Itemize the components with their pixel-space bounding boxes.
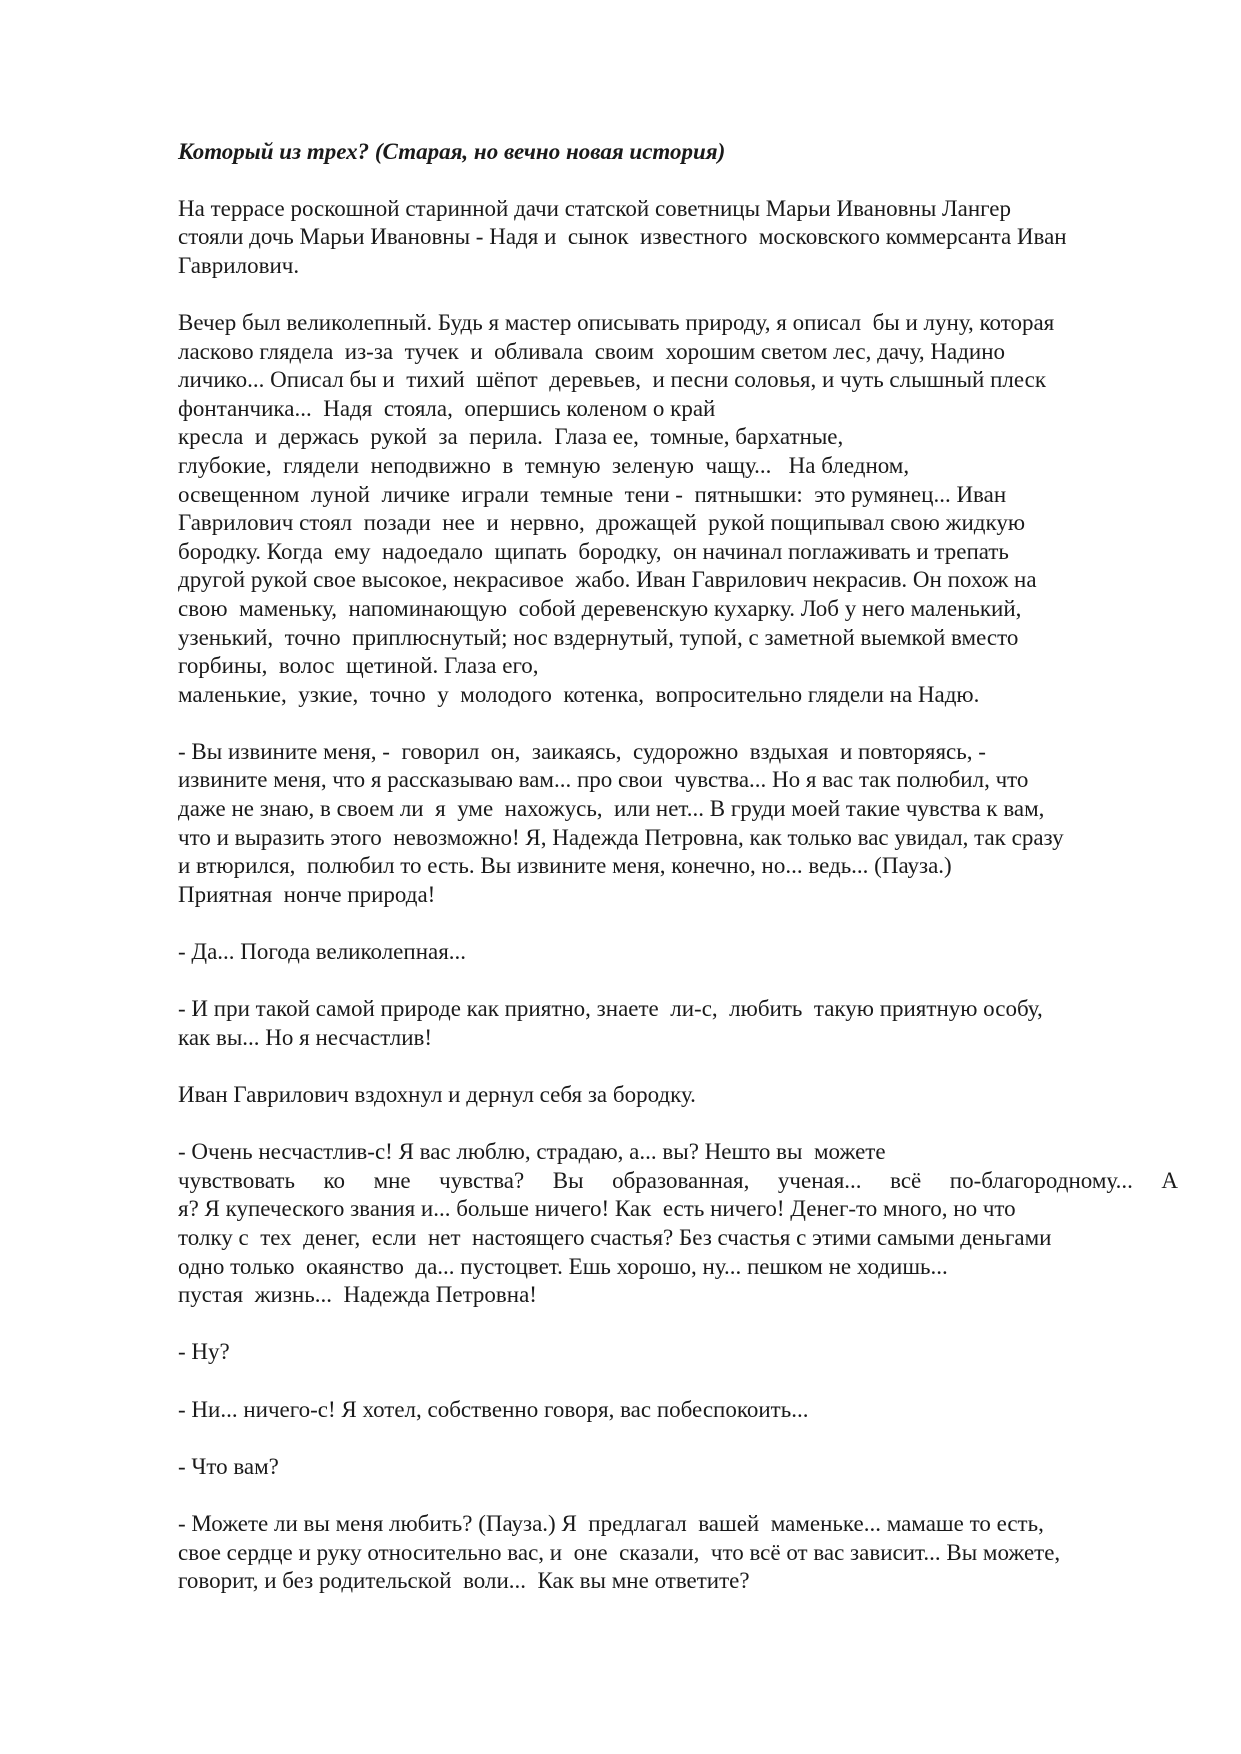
paragraph [178,995,1178,1052]
text-line: личико... Описал бы и тихий шёпот деревьев, и песни соловья, и чуть слышный плеск [178,367,1047,393]
paragraph [178,938,1178,967]
text-line: одно только окаянство да... пустоцвет. Ешь хорошо, ну... пешком не ходишь... [178,1253,948,1279]
text-line: Гаврилович стоял позади нее и нервно, дрожащей рукой пощипывал свою жидкую [178,510,1026,536]
text-line: - И при такой самой природе как приятно, знаете ли-с, любить такую приятную особу, [178,996,1043,1022]
text-line: освещенном луной личике играли темные тени - пятнышки: это румянец... Иван [178,481,1007,507]
text-line: и втюрился, полюбил то есть. Вы извините меня, конечно, но... ведь... (Пауза.) [178,853,952,879]
text-line: маленькие, узкие, точно у молодого котенка, вопросительно глядели на Надю. [178,681,980,707]
text-line: другой рукой свое высокое, некрасивое жабо. Иван Гаврилович некрасив. Он похож на [178,567,1037,593]
text-line: Иван Гаврилович вздохнул и дернул себя за бородку. [178,1082,696,1107]
text-line: я? Я купеческого звания и... больше ничего! Как есть ничего! Денег-то много, но что [178,1196,1016,1222]
text-line: - Очень несчастлив-с! Я вас люблю, страдаю, а... вы? Нешто вы можете [178,1139,886,1165]
document-title: Который из трех? (Старая, но вечно новая история) [178,139,726,164]
paragraph [178,738,1178,910]
text-line: кресла и держась рукой за перила. Глаза ее, томные, бархатные, [178,424,844,450]
text-line: свою маменьку, напоминающую собой деревенскую кухарку. Лоб у него маленький, [178,595,1022,621]
text-line: горбины, волос щетиной. Глаза его, [178,653,539,679]
text-line: свое сердце и руку относительно вас, и оне сказали, что всё от вас зависит... Вы можете, [178,1539,1061,1565]
text-line: даже не знаю, в своем ли я уме нахожусь, или нет... В груди моей такие чувства к вам, [178,796,1045,822]
text-line: Вечер был великолепный. Будь я мастер описывать природу, я описал бы и луну, которая [178,309,1055,335]
text-line: Гаврилович. [178,252,300,278]
text-line: - Да... Погода великолепная... [178,939,467,965]
paragraph [178,195,1178,281]
paragraph [178,1396,1178,1425]
text-line: как вы... Но я несчастлив! [178,1024,433,1050]
text-line: что и выразить этого невозможно! Я, Надежда Петровна, как только вас увидал, так сразу [178,824,1064,850]
text-line: фонтанчика... Надя стояла, опершись коленом о край [178,395,716,421]
text-line: чувствовать ко мне чувства? Вы образованная, ученая... всё по-благородному... А [178,1167,1178,1193]
document-content [178,138,1178,1624]
text-line: - Можете ли вы меня любить? (Пауза.) Я предлагал вашей маменьке... мамаше то есть, [178,1510,1044,1536]
text-line: бородку. Когда ему надоедало щипать бородку, он начинал поглаживать и трепать [178,538,1009,564]
paragraph [178,1453,1178,1482]
text-line: стояли дочь Марьи Ивановны - Надя и сынок известного московского коммерсанта Иван [178,224,1067,250]
text-line: извините меня, что я рассказываю вам... про свои чувства... Но я вас так полюбил, что [178,767,1029,793]
text-line: Приятная нонче природа! [178,881,436,907]
text-line: - Вы извините меня, - говорил он, заикаясь, судорожно вздыхая и повторяясь, - [178,738,986,764]
text-line: говорит, и без родительской воли... Как вы мне ответите? [178,1568,750,1594]
text-line: - Ни... ничего-с! Я хотел, собственно говоря, вас побеспокоить... [178,1396,809,1422]
text-line: ласково глядела из-за тучек и обливала своим хорошим светом лес, дачу, Надино [178,338,1006,364]
paragraph [178,309,1178,709]
text-line: - Ну? [178,1339,230,1365]
text-line: - Что вам? [178,1453,279,1479]
text-line: пустая жизнь... Надежда Петровна! [178,1282,537,1308]
paragraph [178,1138,1178,1310]
paragraph [178,1510,1178,1596]
text-line: глубокие, глядели неподвижно в темную зеленую чащу... На бледном, [178,452,910,478]
text-line: узенький, точно приплюснутый; нос вздернутый, тупой, с заметной выемкой вместо [178,624,1019,650]
text-line: толку с тех денег, если нет настоящего счастья? Без счастья с этими самыми деньгами [178,1224,1052,1250]
paragraph [178,1081,1178,1110]
text-line: На террасе роскошной старинной дачи статской советницы Марьи Ивановны Лангер [178,195,1011,221]
paragraph [178,1338,1178,1367]
document-body [178,195,1178,1596]
